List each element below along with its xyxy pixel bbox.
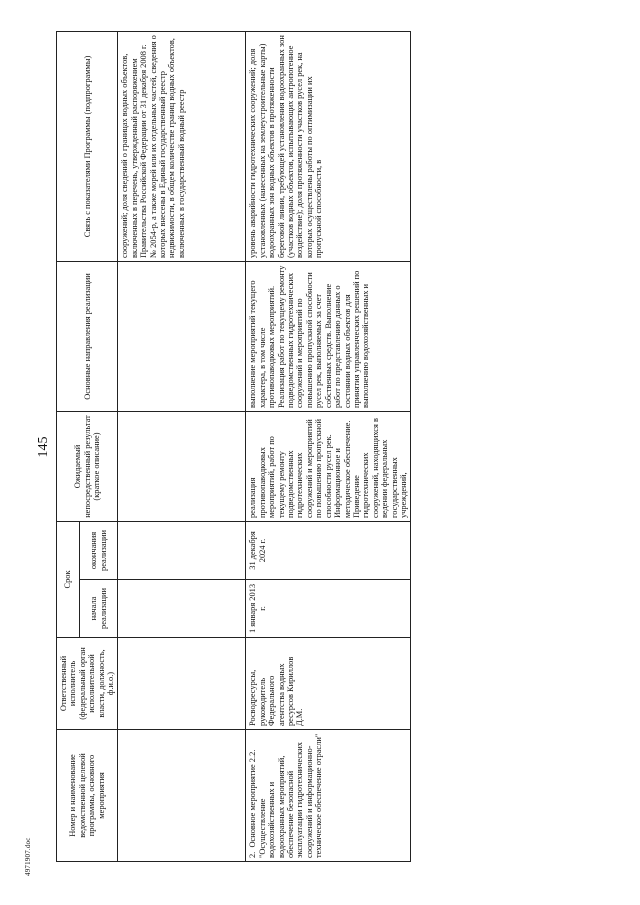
- carry-cell-directions: [118, 262, 246, 412]
- table-row: [246, 32, 411, 862]
- carry-cell-result: [118, 412, 246, 522]
- row-responsible: Росводресурсы, руководитель Федерального агентства водных ресурсов Кириллов Д.М.: [246, 638, 411, 730]
- rotated-table-container: [34, 32, 620, 862]
- program-table: [56, 31, 411, 862]
- carry-cell-start: [118, 580, 246, 638]
- row-expected-result: реализация противопаводковых мероприятий, работ по текущему ремонту подведомственных гидротехнических сооружений и мероприятий по повышению пропускной способности русел рек. Информационное и методическое обеспечение. Приведение гидротехнических сооружений, находящихся в ведении федеральных государственных учреждений,: [246, 412, 411, 522]
- carry-cell-link: сооружений; доля сведений о границах водных объектов, включенных в перечень, утвержденный распоряжением Правительства Российской Федерации от 31 декабря 2008 г. № 2054-р, а также морей или их отдельных частей, сведения о которых внесены в Единый государственный реестр недвижимости, в общем количестве границ водных объектов, включенных в государственный водный реестр: [118, 32, 246, 262]
- header-start: начала реализации: [80, 580, 118, 638]
- header-directions: Основные направления реализации: [57, 262, 118, 412]
- row-start: 1 января 2013 г.: [246, 580, 411, 638]
- page-number: 145: [36, 436, 51, 458]
- header-end: окончания реализации: [80, 522, 118, 580]
- row-link: уровень аварийности гидротехнических сооружений; доля установленных (нанесенных на землеустроительные карты) водоохранных зон водных объектов в протяженности береговой линии, требующей установления водоохранных зон (участков водных объектов, испытывающих антропогенное воздействие); доля протяженности участков русел рек, на которых осуществлены работы по оптимизации их пропускной способности, в: [246, 32, 411, 262]
- carry-cell-responsible: [118, 638, 246, 730]
- header-term: Срок: [57, 522, 80, 638]
- carry-cell-name: [118, 730, 246, 862]
- row-number: 2.: [248, 851, 258, 858]
- row-directions: выполнение мероприятий текущего характера, в том числе противопаводковых мероприятий. Реализация работ по текущему ремонту подведомственных гидротехнических сооружений и мероприятий по повышению пропускной способности русел рек, выполняемых за счет собственных средств. Выполнение работ по представлению данных о состоянии водных объектов для принятия управленческих решений по выполнению водохозяйственных и: [246, 262, 411, 412]
- document-code: 4971907.doc: [24, 837, 32, 876]
- table-row-carry-over: [118, 32, 246, 862]
- row-name-cell: [246, 730, 411, 862]
- header-row: [57, 32, 80, 862]
- header-responsible: Ответственный исполнитель (федеральный орган исполнительной власти, должность, ф.и.о.): [57, 638, 118, 730]
- row-end: 31 декабря 2024 г.: [246, 522, 411, 580]
- row-name: Основное мероприятие 2.2. "Осуществление водохозяйственных и водоохранных мероприятий, обеспечение безопасной эксплуатации гидротехнических сооружений и информационно-техническое обеспечение отрасли": [248, 733, 324, 858]
- header-name: Номер и наименование ведомственной целевой программы, основного мероприятия: [57, 730, 118, 862]
- header-link: Связь с показателями Программы (подпрограммы): [57, 32, 118, 262]
- carry-cell-end: [118, 522, 246, 580]
- header-expected-result: Ожидаемый непосредственный результат (краткое описание): [57, 412, 118, 522]
